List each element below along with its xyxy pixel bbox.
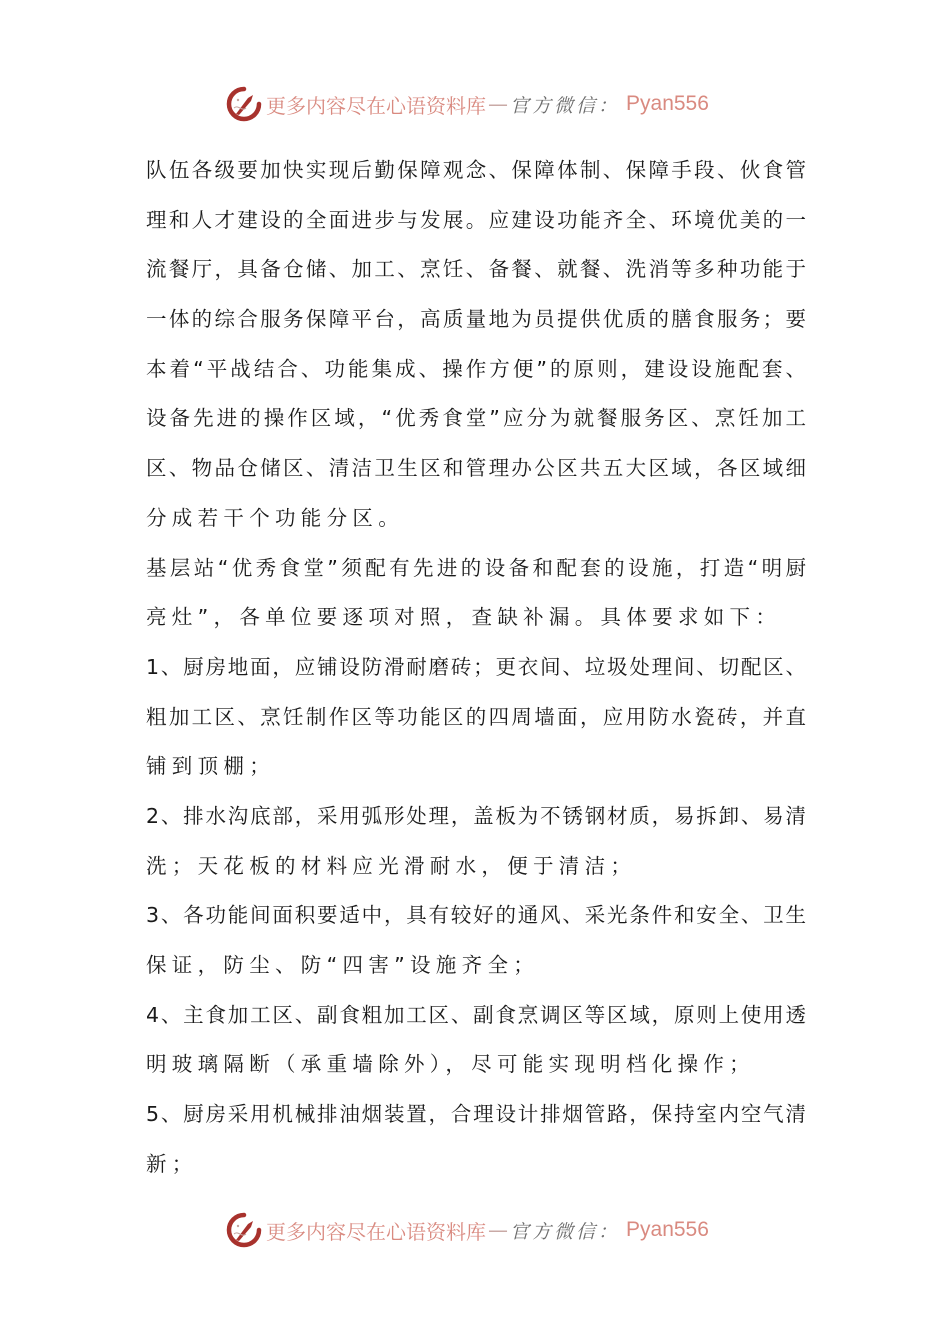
document-body (146, 150, 806, 1193)
banner-wechat-id: Pyan556 (626, 1218, 709, 1241)
footer-banner (226, 1210, 709, 1250)
text-line: 洗；天花板的材料应光滑耐水，便于清洁； (146, 853, 637, 878)
text-line: 保证，防尘、防“四害”设施齐全； (146, 953, 540, 977)
text-line: 4、主食加工区、副食粗加工区、副食烹调区等区域，原则上使用透 (146, 1002, 806, 1027)
text-line: 理和人才建设的全面进步与发展。应建设功能齐全、环境优美的一 (146, 207, 806, 232)
quill-pen-circle-icon (226, 1212, 262, 1248)
text-line: 3、各功能间面积要适中，具有较好的通风、采光条件和安全、卫生 (146, 903, 806, 928)
text-line: 一体的综合服务保障平台，高质量地为员提供优质的膳食服务；要 (146, 307, 806, 332)
text-line: 本着“平战结合、功能集成、操作方便”的原则，建设设施配套、 (146, 356, 806, 381)
text-line: 区、物品仓储区、清洁卫生区和管理办公区共五大区域，各区域细 (146, 456, 806, 481)
text-line: 5、厨房采用机械排油烟装置，合理设计排烟管路，保持室内空气清 (146, 1102, 806, 1127)
text-line: 亮灶”，各单位要逐项对照，查缺补漏。具体要求如下： (146, 605, 782, 630)
text-line: 设备先进的操作区域，“优秀食堂”应分为就餐服务区、烹饪加工 (146, 406, 806, 431)
text-line: 队伍各级要加快实现后勤保障观念、保障体制、保障手段、伙食管 (146, 158, 806, 182)
banner-wechat-id: Pyan556 (626, 92, 709, 115)
text-line: 明玻璃隔断（承重墙除外），尽可能实现明档化操作； (146, 1052, 755, 1077)
text-line: 基层站“优秀食堂”须配有先进的设备和配套的设施，打造“明厨 (146, 555, 806, 580)
text-line: 2、排水沟底部，采用弧形处理，盖板为不锈钢材质，易拆卸、易清 (146, 803, 806, 828)
text-line: 分成若干个功能分区。 (146, 505, 404, 530)
banner-site-text: 更多内容尽在心语资料库 (266, 93, 486, 118)
text-line: 流餐厅，具备仓储、加工、烹饪、备餐、就餐、洗消等多种功能于 (146, 257, 806, 282)
quill-pen-circle-icon (226, 86, 262, 122)
banner-dash: — (488, 92, 508, 116)
banner-site-text: 更多内容尽在心语资料库 (266, 1219, 486, 1244)
text-line: 铺到顶棚； (146, 754, 275, 779)
text-line: 粗加工区、烹饪制作区等功能区的四周墙面，应用防水瓷砖，并直 (146, 704, 806, 729)
text-line: 新； (146, 1151, 198, 1176)
header-banner (226, 84, 709, 124)
banner-dash: — (488, 1218, 508, 1242)
banner-wechat-label: 官方微信： (510, 94, 621, 117)
banner-wechat-label: 官方微信： (510, 1220, 621, 1243)
text-line: 1、厨房地面，应铺设防滑耐磨砖；更衣间、垃圾处理间、切配区、 (146, 654, 806, 679)
